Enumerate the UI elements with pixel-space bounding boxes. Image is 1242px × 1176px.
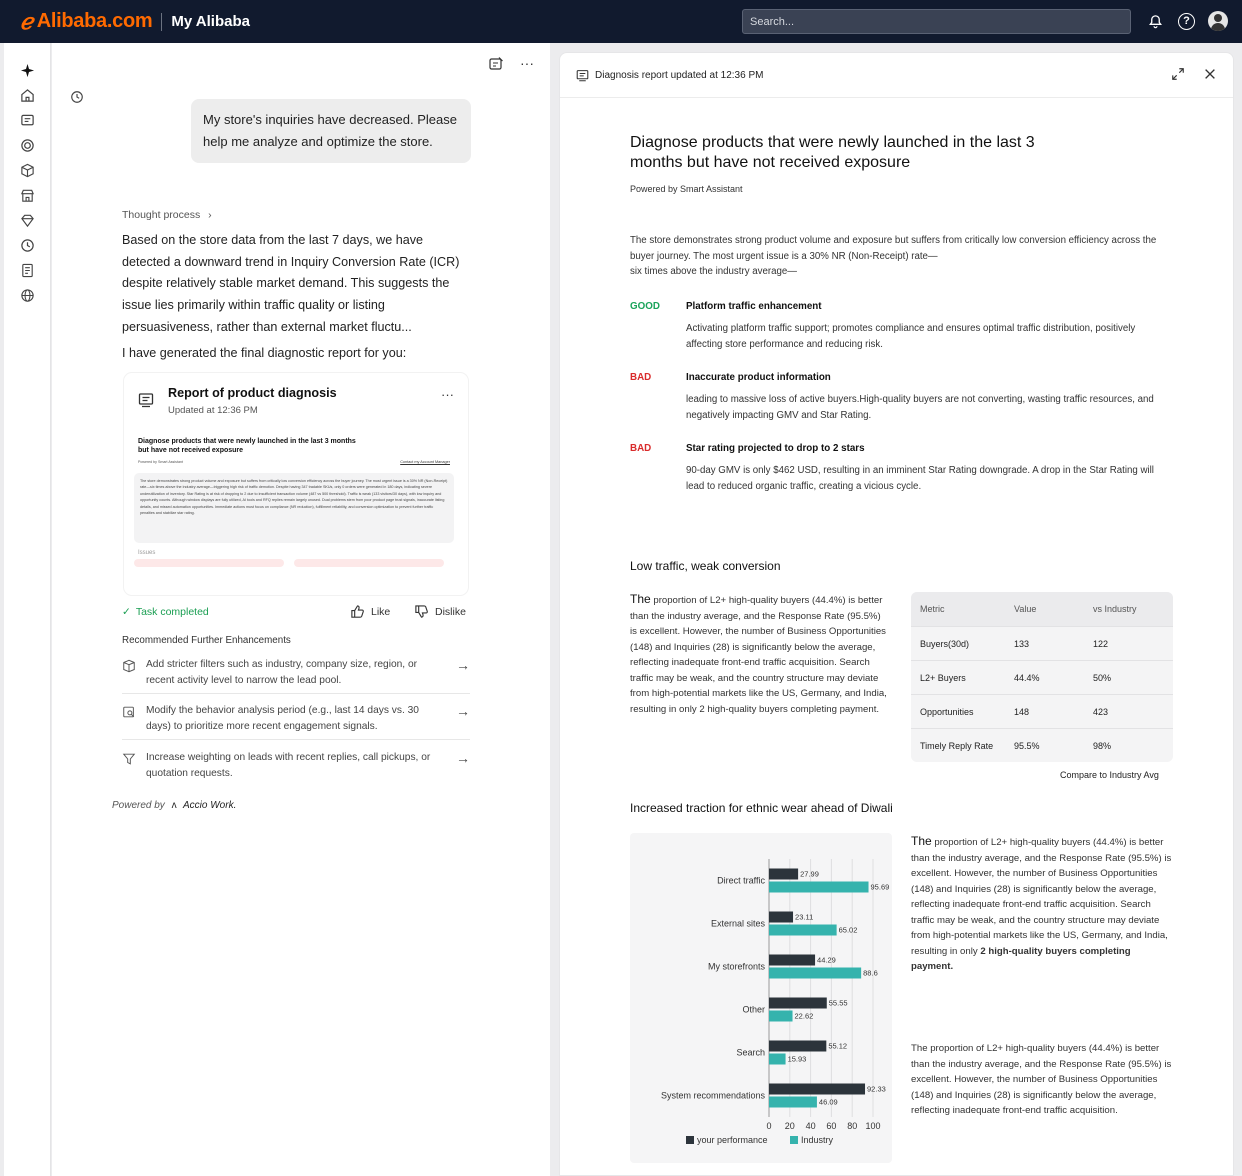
- bar-performance: [769, 1084, 865, 1095]
- report-card[interactable]: [124, 373, 468, 595]
- divider: [560, 97, 1233, 98]
- issue-description: 90-day GMV is only $462 USD, resulting in an imminent Star Rating downgrade. A drop in the Star Rating will lead to reduced organic traffic, creating a vicious cycle.: [686, 465, 1154, 492]
- arrow-right-icon[interactable]: →: [456, 657, 470, 673]
- powered-brand: Accio Work.: [183, 800, 237, 811]
- data-label: 88.6: [863, 968, 878, 978]
- report-card-more-icon[interactable]: ···: [441, 387, 454, 402]
- section-paragraph: [630, 592, 890, 717]
- avatar[interactable]: [1208, 11, 1228, 31]
- header-divider: [161, 13, 162, 31]
- legend-swatch: [790, 1136, 798, 1144]
- recommendations-title: Recommended Further Enhancements: [122, 635, 291, 646]
- table-cell: 50%: [1093, 672, 1112, 683]
- traffic-chart: [630, 833, 892, 1163]
- like-label: Like: [371, 605, 391, 618]
- chevron-right-icon: ›: [208, 209, 212, 221]
- legend-label: Industry: [801, 1135, 834, 1145]
- section-title: Increased traction for ethnic wear ahead of Diwali: [630, 801, 893, 815]
- bell-icon[interactable]: [1145, 11, 1165, 31]
- target-icon[interactable]: [18, 136, 36, 154]
- like-button[interactable]: [350, 604, 390, 619]
- dislike-button[interactable]: [414, 604, 466, 619]
- column-header: Value: [1014, 604, 1037, 614]
- user-message: My store's inquiries have decreased. Please help me analyze and optimize the store.: [191, 99, 471, 163]
- issue-title: Star rating projected to drop to 2 stars: [686, 443, 865, 454]
- report-card-updated: Updated at 12:36 PM: [168, 405, 258, 416]
- calendar-search-icon: [122, 705, 136, 725]
- status-badge-good: GOOD: [630, 301, 660, 312]
- category-label: My storefronts: [707, 961, 765, 972]
- section-title[interactable]: My Alibaba: [171, 13, 250, 30]
- report-icon: [138, 392, 154, 413]
- more-options-icon[interactable]: ···: [520, 55, 534, 71]
- filter-box-icon: [122, 659, 136, 679]
- traffic-bar-chart: [630, 833, 892, 1163]
- top-bar: [0, 0, 1242, 43]
- report-panel: [559, 52, 1234, 1176]
- assistant-followup: I have generated the final diagnostic report for you:: [122, 346, 407, 360]
- dislike-label: Dislike: [435, 605, 466, 618]
- report-panel-header: [576, 69, 763, 82]
- legend-label: your performance: [697, 1135, 768, 1145]
- data-label: 27.99: [800, 869, 819, 879]
- report-title: Diagnose products that were newly launched in the last 3 months but have not received exposure: [630, 134, 1035, 171]
- alibaba-logo-icon: ℯ: [20, 8, 33, 34]
- bar-industry: [769, 968, 861, 979]
- store-icon[interactable]: [18, 186, 36, 204]
- assistant-answer: Based on the store data from the last 7 days, we have detected a downward trend in Inquiry Conversion Rate (ICR) despite relatively stable market demand. This suggests the issue lies primarily within traffic quality or listing persuasiveness, rather than external market fluctu...: [122, 233, 460, 334]
- task-completed-status: [122, 606, 209, 618]
- sparkle-icon[interactable]: [18, 61, 36, 79]
- bar-industry: [769, 1011, 793, 1022]
- issue-description: leading to massive loss of active buyers.High-quality buyers are not converting, wasting traffic resources, and negatively impacting GMV and Star Rating.: [686, 394, 1154, 421]
- history-icon[interactable]: [70, 90, 84, 109]
- report-panel-actions: [1171, 67, 1217, 86]
- category-label: Other: [742, 1004, 765, 1015]
- table-cell: 133: [1014, 638, 1030, 649]
- issue-description: Activating platform traffic support; promotes compliance and ensures optimal traffic distribution, positively affecting store performance and reducing risk.: [686, 323, 1136, 350]
- search-input[interactable]: Search...: [742, 9, 1131, 34]
- bar-industry: [769, 1097, 817, 1108]
- table-cell: 122: [1093, 638, 1109, 649]
- divider: [122, 739, 470, 740]
- table-cell: Opportunities: [920, 706, 974, 717]
- bar-industry: [769, 1054, 786, 1065]
- bar-performance: [769, 998, 827, 1009]
- thought-process-label: Thought process: [122, 209, 201, 221]
- status-badge-bad: BAD: [630, 372, 652, 383]
- table-header: [911, 592, 1173, 626]
- preview-powered: Powered by Smart Assistant: [138, 460, 183, 464]
- column-header: Metric: [920, 604, 945, 614]
- table-cell: 95.5%: [1014, 740, 1040, 751]
- category-label: External sites: [710, 918, 765, 929]
- left-rail: [4, 43, 51, 1176]
- powered-by: [112, 800, 236, 811]
- paragraph-lead: The: [630, 592, 651, 606]
- message-icon[interactable]: [18, 111, 36, 129]
- header-actions: [1145, 11, 1228, 31]
- table-note: Compare to Industry Avg: [1060, 770, 1159, 780]
- x-tick-label: 20: [784, 1121, 795, 1131]
- table-cell: Timely Reply Rate: [920, 740, 994, 751]
- category-label: Direct traffic: [717, 875, 765, 886]
- table-row: [911, 694, 1173, 728]
- bar-performance: [769, 912, 793, 923]
- accio-logo-icon: ʌ: [171, 800, 177, 811]
- category-label: System recommendations: [660, 1090, 765, 1101]
- preview-summary: The store demonstrates strong product volume and exposure but suffers from critically low conversion efficiency across the buyer journey. The most urgent issue is a 30% NR (Non-Receipt) rate—six times above the industry average—triggering high risk of traffic demotion. Despite having 347 tradable SKUs, only 0 orders were generated in 180 days, indicating severe underutilization of inventory. Star Rating is at risk of dropping to 2 due to insufficient transaction volume (487 vs 500 threshold). Traffic is weak (133 visitors/30 days), with low inquiry and opportunity counts. Although window displays are fully utilized, AI tools and RFQ replies remain largely unused. Dual problems stem from poor product page trust signals, inaccurate listing details, and missed automation opportunities. Immediate actions must focus on compliance (NR reduction), fulfillment reliability, and conversion optimization to prevent further traffic penalties and stabilize star rating.: [134, 473, 454, 543]
- data-label: 65.02: [838, 925, 858, 935]
- chat-panel: [52, 43, 550, 1176]
- bar-performance: [769, 955, 815, 966]
- thumbs-down-icon: [414, 604, 429, 619]
- recommendation-text: Modify the behavior analysis period (e.g., last 14 days vs. 30 days) to prioritize more recent engagement signals.: [146, 705, 419, 732]
- bar-industry: [769, 925, 837, 936]
- arrow-right-icon[interactable]: →: [456, 750, 470, 766]
- bar-industry: [769, 882, 869, 893]
- document-icon[interactable]: [18, 261, 36, 279]
- issue-title: Platform traffic enhancement: [686, 301, 822, 312]
- close-icon[interactable]: [1203, 67, 1217, 86]
- expand-icon[interactable]: [1171, 67, 1185, 86]
- alibaba-logo[interactable]: [20, 9, 152, 35]
- report-summary-text: six times above the industry average—: [630, 266, 797, 277]
- new-chat-icon[interactable]: [488, 56, 504, 77]
- brand-name: Alibaba.com: [36, 10, 153, 32]
- bar-performance: [769, 869, 798, 880]
- funnel-icon: [122, 752, 136, 772]
- x-tick-label: 100: [865, 1121, 881, 1131]
- divider: [122, 693, 470, 694]
- data-label: 55.12: [828, 1041, 848, 1051]
- bar-performance: [769, 1041, 826, 1052]
- data-label: 22.62: [794, 1011, 814, 1021]
- report-updated-label: Diagnosis report updated at 12:36 PM: [595, 70, 764, 81]
- table-cell: Buyers(30d): [920, 638, 970, 649]
- paragraph-lead: The: [911, 834, 932, 848]
- table-cell: 44.4%: [1014, 672, 1040, 683]
- table-row: [911, 660, 1173, 694]
- paragraph-highlight: 2 high-quality buyers completing payment.: [911, 945, 1131, 972]
- task-completed-label: Task completed: [135, 606, 209, 618]
- powered-prefix: Powered by: [112, 800, 165, 811]
- paragraph-text: proportion of L2+ high-quality buyers (44.4%) is better than the industry average, and the Response Rate (95.5%) is excellent. However, the number of Business Opportunities (148) and Inquiries (28) is significantly below the average, reflecting inadequate front-end traffic acquisition. Search traffic may be weak, and the country structure may deviate from high-potential markets like the US, Germany, and India, resulting in only 2 high-quality buyers completing payment.: [630, 595, 887, 715]
- table-row: [911, 728, 1173, 762]
- box-icon[interactable]: [18, 161, 36, 179]
- preview-issue-pill: [134, 559, 284, 567]
- preview-issues-label: Issues: [138, 550, 156, 556]
- report-preview: [134, 425, 458, 595]
- recommendation-text: Add stricter filters such as industry, company size, region, or recent activity level to narrow the lead pool.: [146, 659, 418, 686]
- chat-toolbar: [488, 56, 534, 77]
- category-label: Search: [736, 1047, 765, 1058]
- report-summary-text: The store demonstrates strong product volume and exposure but suffers from critically low conversion efficiency across the buyer journey. The most urgent issue is a 30% NR (Non-Receipt) rate—: [630, 235, 1157, 262]
- report-icon: [576, 69, 589, 82]
- globe-icon[interactable]: [18, 286, 36, 304]
- data-label: 46.09: [818, 1097, 838, 1107]
- x-tick-label: 60: [826, 1121, 837, 1131]
- x-tick-label: 0: [766, 1121, 772, 1131]
- status-badge-bad: BAD: [630, 443, 652, 454]
- x-tick-label: 80: [847, 1121, 858, 1131]
- table-cell: 423: [1093, 706, 1109, 717]
- data-label: 95.69: [870, 882, 890, 892]
- table-cell: 98%: [1093, 740, 1112, 751]
- data-label: 15.93: [787, 1054, 807, 1064]
- home-icon[interactable]: [18, 86, 36, 104]
- data-label: 23.11: [795, 912, 814, 922]
- help-icon[interactable]: ?: [1178, 13, 1195, 30]
- section-paragraph: The proportion of L2+ high-quality buyers (44.4%) is better than the industry average, and the Response Rate (95.5%) is excellent. However, the number of Business Opportunities (148) and Inquiries (28) is significantly below the average, reflecting inadequate front-end traffic acquisition.: [911, 1043, 1172, 1116]
- data-label: 92.33: [867, 1084, 886, 1094]
- column-header: vs Industry: [1093, 604, 1137, 614]
- report-summary: [630, 233, 1175, 280]
- x-tick-label: 40: [805, 1121, 816, 1131]
- preview-title: Diagnose products that were newly launched in the last 3 months but have not received exposure: [138, 438, 356, 454]
- data-label: 55.55: [828, 998, 848, 1008]
- report-powered: Powered by Smart Assistant: [630, 184, 743, 194]
- report-card-title: Report of product diagnosis: [168, 386, 337, 400]
- arrow-right-icon[interactable]: →: [456, 703, 470, 719]
- diamond-icon[interactable]: [18, 211, 36, 229]
- data-label: 44.29: [817, 955, 836, 965]
- table-cell: L2+ Buyers: [920, 672, 966, 683]
- preview-contact-link: Contact my Account Manager: [400, 460, 450, 464]
- metrics-table: [911, 592, 1173, 762]
- section-title: Low traffic, weak conversion: [630, 559, 781, 573]
- thumbs-up-icon: [350, 604, 365, 619]
- preview-issue-pill: [294, 559, 444, 567]
- section-paragraph: [911, 834, 1173, 975]
- clock-icon[interactable]: [18, 236, 36, 254]
- recommendation-text: Increase weighting on leads with recent replies, call pickups, or quotation requests.: [146, 752, 431, 779]
- paragraph-text: proportion of L2+ high-quality buyers (44.4%) is better than the industry average, and the Response Rate (95.5%) is excellent. However, the number of Business Opportunities (148) and Inquiries (28) is significantly below the average, reflecting inadequate front-end traffic acquisition. Search traffic may be weak, and the country structure may deviate from high-potential markets like the US, Germany, and India, resulting in only: [911, 837, 1172, 957]
- legend-swatch: [686, 1136, 694, 1144]
- table-cell: 148: [1014, 706, 1030, 717]
- thought-process-toggle[interactable]: [122, 209, 212, 221]
- check-icon: ✓: [122, 606, 131, 618]
- issue-title: Inaccurate product information: [686, 372, 831, 383]
- table-row: [911, 626, 1173, 660]
